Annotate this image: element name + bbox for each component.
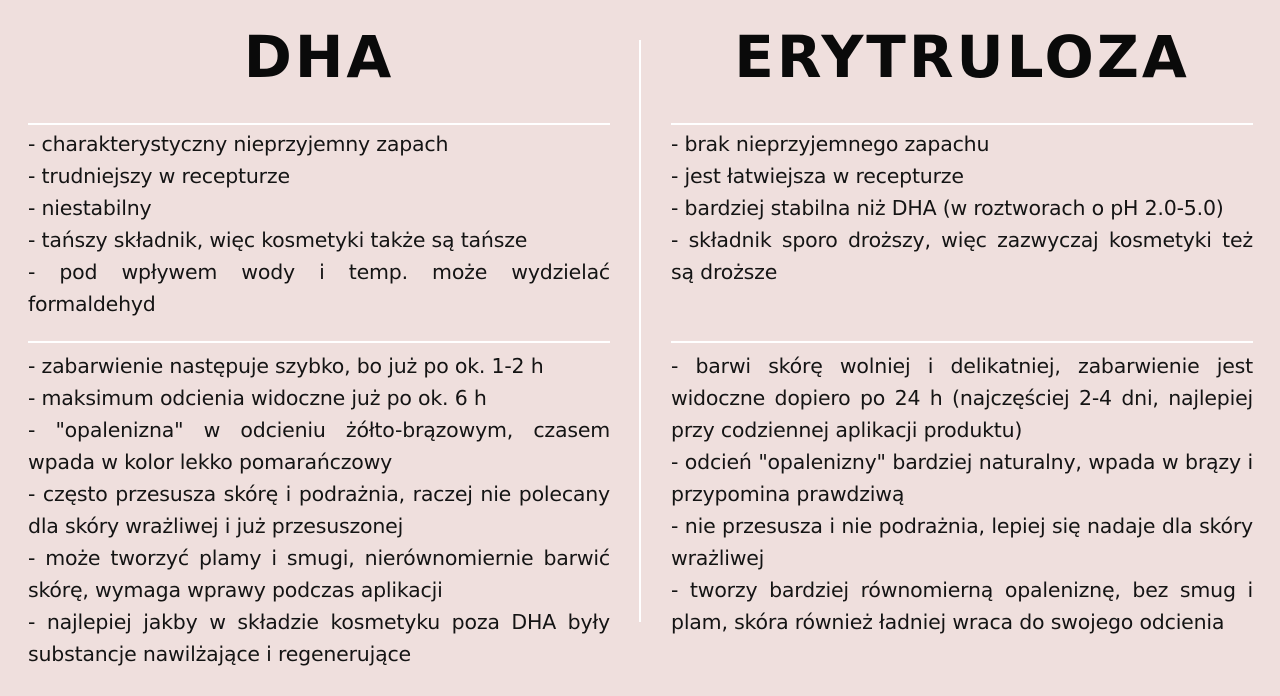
- dha-top-divider: [28, 123, 610, 125]
- dha-effect-item: - może tworzyć plamy i smugi, nierównomiernie barwić skórę, wymaga wprawy podczas aplikacji: [28, 546, 610, 602]
- erytruloza-property-item: - bardziej stabilna niż DHA (w roztworach o pH 2.0-5.0): [671, 196, 1224, 220]
- dha-property-item: - pod wpływem wody i temp. może wydzielać formaldehyd: [28, 260, 610, 316]
- erytruloza-middle-divider: [671, 341, 1253, 343]
- dha-effect-item: - często przesusza skórę i podrażnia, raczej nie polecany dla skóry wrażliwej i już przesuszonej: [28, 482, 610, 538]
- dha-middle-divider: [28, 341, 610, 343]
- dha-effect-item: - najlepiej jakby w składzie kosmetyku poza DHA były substancje nawilżające i regenerujące: [28, 610, 610, 666]
- dha-effect-item: - zabarwienie następuje szybko, bo już po ok. 1-2 h: [28, 354, 544, 378]
- erytruloza-property-item: - jest łatwiejsza w recepturze: [671, 164, 964, 188]
- dha-property-item: - tańszy składnik, więc kosmetyki także są tańsze: [28, 228, 528, 252]
- center-divider: [639, 40, 641, 622]
- erytruloza-effects-list: [671, 350, 1253, 638]
- erytruloza-effect-item: - tworzy bardziej równomierną opaleniznę, bez smug i plam, skóra również ładniej wraca do swojego odcienia: [671, 578, 1253, 634]
- dha-property-item: - trudniejszy w recepturze: [28, 164, 290, 188]
- erytruloza-title: ERYTRULOZA: [734, 23, 1190, 91]
- erytruloza-effect-item: - odcień "opalenizny" bardziej naturalny, wpada w brązy i przypomina prawdziwą: [671, 450, 1253, 506]
- erytruloza-property-item: - składnik sporo droższy, więc zazwyczaj kosmetyki też są droższe: [671, 228, 1253, 284]
- erytruloza-top-divider: [671, 123, 1253, 125]
- dha-effects-list: [28, 350, 610, 670]
- erytruloza-effect-item: - barwi skórę wolniej i delikatniej, zabarwienie jest widoczne dopiero po 24 h (najczęściej 2-4 dni, najlepiej przy codziennej aplikacji produktu): [671, 354, 1253, 442]
- dha-property-item: - niestabilny: [28, 196, 152, 220]
- erytruloza-property-item: - brak nieprzyjemnego zapachu: [671, 132, 990, 156]
- dha-effect-item: - maksimum odcienia widoczne już po ok. 6 h: [28, 386, 487, 410]
- erytruloza-effect-item: - nie przesusza i nie podrażnia, lepiej się nadaje dla skóry wrażliwej: [671, 514, 1253, 570]
- dha-property-item: - charakterystyczny nieprzyjemny zapach: [28, 132, 449, 156]
- dha-title: DHA: [243, 23, 395, 91]
- erytruloza-properties-list: [671, 128, 1253, 288]
- dha-effect-item: - "opalenizna" w odcieniu żółto-brązowym, czasem wpada w kolor lekko pomarańczowy: [28, 418, 610, 474]
- dha-properties-list: [28, 128, 610, 320]
